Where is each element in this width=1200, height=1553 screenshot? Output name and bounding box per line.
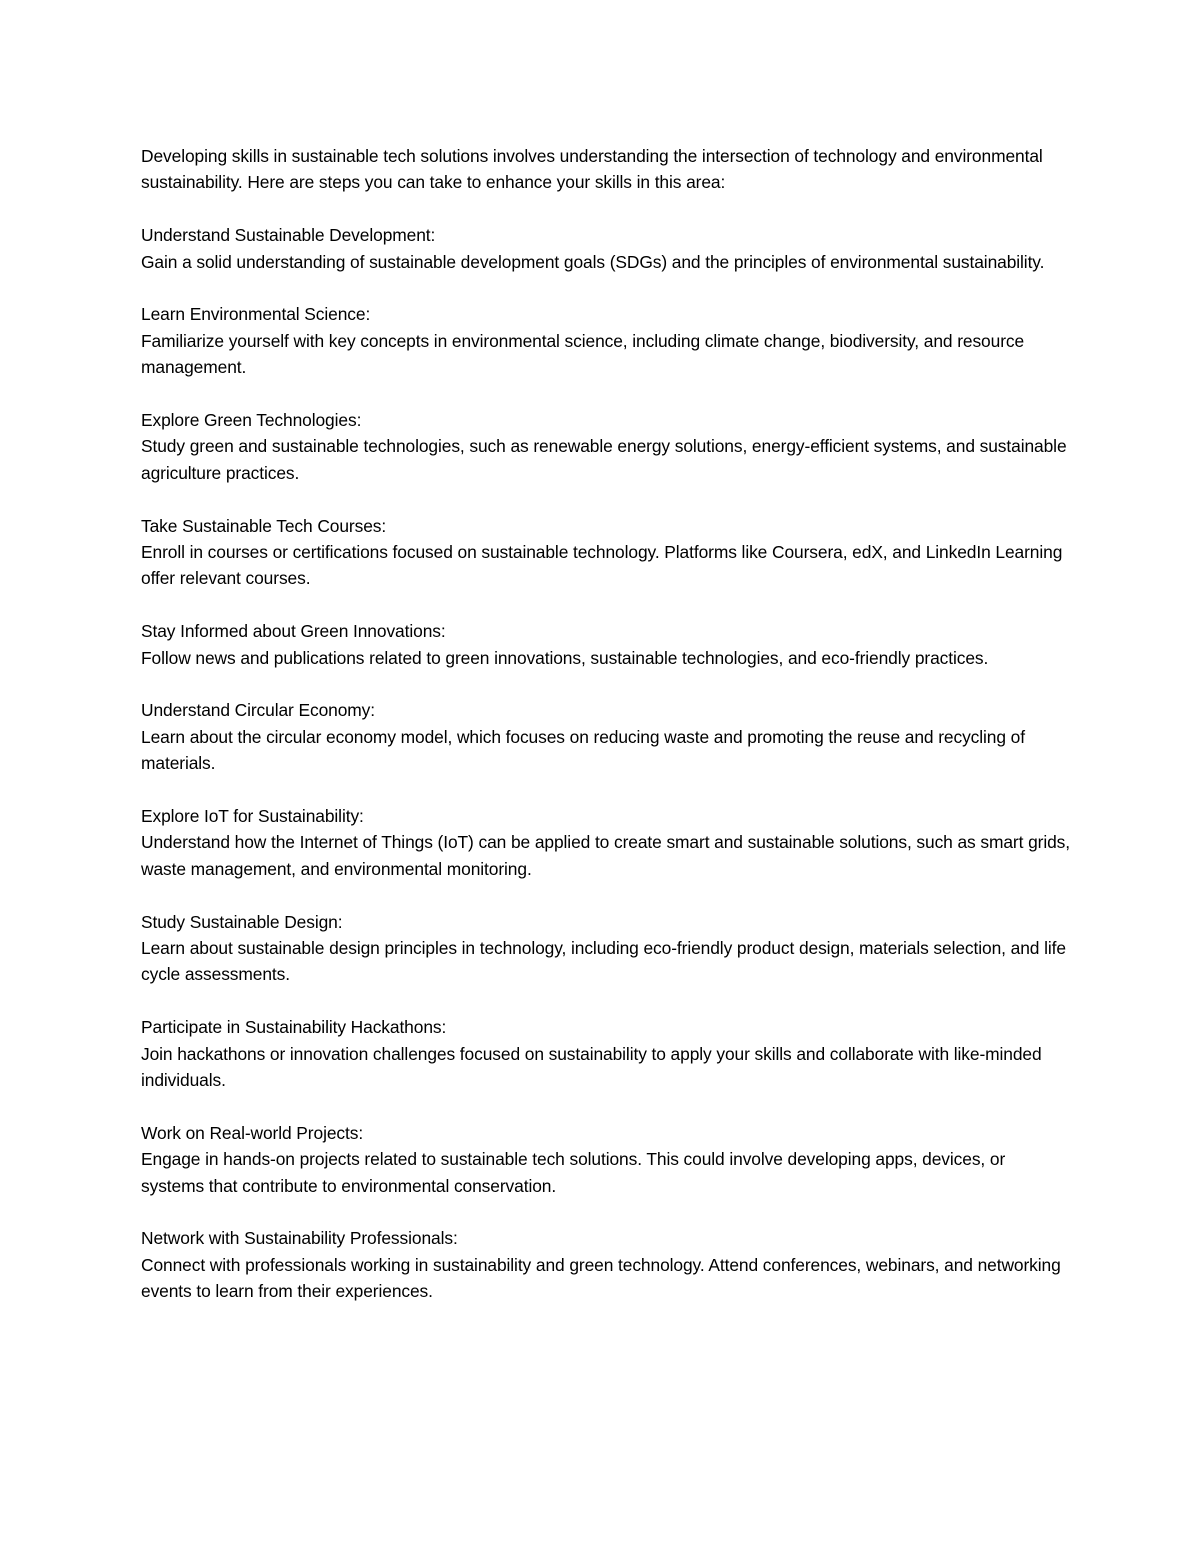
section-body: Understand how the Internet of Things (IoT) can be applied to create smart and sustainable solutions, such as smart grids, waste management, and environmental monitoring. (141, 832, 1071, 879)
section-explore-iot-sustainability (141, 803, 1071, 882)
section-heading: Understand Sustainable Development: (141, 225, 436, 246)
section-body: Gain a solid understanding of sustainable development goals (SDGs) and the principles of environmental sustainability. (141, 251, 1045, 272)
section-body: Connect with professionals working in sustainability and green technology. Attend conferences, webinars, and networking events to learn from their experiences. (141, 1254, 1061, 1302)
section-body: Engage in hands-on projects related to sustainable tech solutions. This could involve developing apps, devices, or systems that contribute to environmental conservation. (141, 1149, 1006, 1196)
section-heading: Stay Informed about Green Innovations: (141, 621, 446, 642)
section-heading: Explore IoT for Sustainability: (141, 806, 364, 827)
section-body: Familiarize yourself with key concepts in environmental science, including climate change, biodiversity, and resource management. (141, 330, 1025, 378)
section-heading: Work on Real-world Projects: (141, 1122, 364, 1143)
section-understand-sustainable-development (141, 222, 1071, 275)
section-body: Learn about the circular economy model, which focuses on reducing waste and promoting the reuse and recycling of materials. (141, 726, 1025, 774)
document-content (141, 143, 1071, 1331)
section-body: Study green and sustainable technologies, such as renewable energy solutions, energy-efficient systems, and sustainable agriculture practices. (141, 436, 1067, 483)
section-network-professionals (141, 1225, 1071, 1304)
section-heading: Take Sustainable Tech Courses: (141, 515, 387, 536)
section-study-sustainable-design (141, 909, 1071, 988)
section-body: Join hackathons or innovation challenges focused on sustainability to apply your skills and collaborate with like-minded individuals. (141, 1043, 1042, 1091)
section-heading: Explore Green Technologies: (141, 410, 362, 431)
section-body: Enroll in courses or certifications focused on sustainable technology. Platforms like Coursera, edX, and LinkedIn Learning offer relevant courses. (141, 542, 1063, 589)
section-real-world-projects (141, 1120, 1071, 1199)
section-body: Follow news and publications related to green innovations, sustainable technologies, and eco-friendly practices. (141, 647, 989, 668)
section-heading: Study Sustainable Design: (141, 911, 343, 932)
section-stay-informed-green-innovations (141, 618, 1071, 671)
section-take-sustainable-tech-courses (141, 513, 1071, 592)
section-heading: Learn Environmental Science: (141, 304, 371, 325)
section-understand-circular-economy (141, 697, 1071, 776)
intro-paragraph: Developing skills in sustainable tech solutions involves understanding the intersection of technology and environmental sustainability. Here are steps you can take to enhance your skills in this area: (141, 146, 1043, 193)
section-heading: Network with Sustainability Professionals: (141, 1228, 458, 1249)
section-explore-green-technologies (141, 407, 1071, 486)
section-body: Learn about sustainable design principles in technology, including eco-friendly product design, materials selection, and life cycle assessments. (141, 938, 1066, 985)
section-heading: Participate in Sustainability Hackathons: (141, 1017, 447, 1038)
section-heading: Understand Circular Economy: (141, 700, 376, 721)
section-sustainability-hackathons (141, 1014, 1071, 1093)
section-learn-environmental-science (141, 301, 1071, 380)
